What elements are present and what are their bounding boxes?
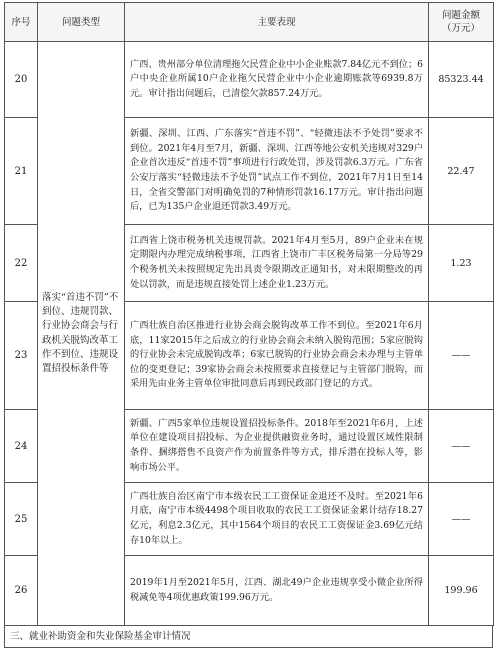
section-heading: 三、就业补助资金和失业保险基金审计情况 — [4, 625, 493, 648]
table-row — [5, 42, 494, 118]
header-amount — [429, 3, 494, 42]
row-amount: 199.96 — [429, 556, 494, 626]
row-desc: 新疆、广西5家单位违规设置招投标条件。2018年至2021年6月，上述单位在建设项目招投标、为企业提供融资业务时，通过设置区域性限制条件、捆绑搭售不良资产作为前置条件等方式，排斥潜在投标人等，影响市场公平。 — [125, 410, 429, 483]
row-no: 22 — [5, 225, 38, 302]
row-desc: 新疆、深圳、江西、广东落实“首违不罚”、“轻微违法不予处罚”要求不到位。2021年4月至7月，新疆、深圳、江西等地公安机关违规对329户企业首次违反“首违不罚”事项进行行政处罚，涉及罚款6.3万元。广东省公安厅落实“轻微违法不予处罚”试点工作不到位，2021年7月1日至14日，全省交警部门对明确免罚的7种情形罚款16.17万元。审计指出问题后，已为135户企业退还罚款3.49万元。 — [125, 118, 429, 225]
audit-table — [4, 2, 494, 626]
header-no: 序号 — [5, 3, 38, 42]
category-cell: 落实“首违不罚”不到位、违规罚款、行业协会商会与行政机关脱钩改革工作不到位、违规设置招投标条件等 — [38, 42, 125, 626]
row-amount: 22.47 — [429, 118, 494, 225]
row-amount: —— — [429, 302, 494, 410]
header-amount-line2: （万元） — [441, 23, 480, 34]
header-type: 问题类型 — [38, 3, 125, 42]
row-amount: —— — [429, 483, 494, 556]
row-desc: 广西壮族自治区推进行业协会商会脱钩改革工作不到位。至2021年6月底，11家2015年之后成立的行业协会商会未纳入脱钩范围；5家应脱钩的行业协会未完成脱钩改革；6家已脱钩的行业协会商会未办理与主管单位的变更登记；39家协会商会未按照要求直接登记与主管部门脱钩，而采用先由业务主管单位审批同意后再到民政部门登记的方式。 — [125, 302, 429, 410]
table-header-row — [5, 3, 494, 42]
row-amount: 85323.44 — [429, 42, 494, 118]
row-desc: 广西壮族自治区南宁市本级农民工工资保证金退还不及时。至2021年6月底，南宁市本级4498个项目收取的农民工工资保证金累计结存18.27亿元，利息2.3亿元，其中1564个项目的农民工工资保证金3.69亿元结存10年以上。 — [125, 483, 429, 556]
row-no: 23 — [5, 302, 38, 410]
row-desc: 广西、贵州部分单位清理拖欠民营企业中小企业账款7.84亿元不到位；6户中央企业所属10户企业拖欠民营企业中小企业逾期账款等6939.8万元。审计指出问题后，已清偿欠款857.24万元。 — [125, 42, 429, 118]
header-desc: 主要表现 — [125, 3, 429, 42]
row-amount: —— — [429, 410, 494, 483]
row-no: 25 — [5, 483, 38, 556]
row-amount: 1.23 — [429, 225, 494, 302]
row-no: 26 — [5, 556, 38, 626]
row-no: 20 — [5, 42, 38, 118]
header-amount-line1: 问题金额 — [441, 10, 480, 21]
row-desc: 2019年1月至2021年5月，江西、湖北49户企业违规享受小微企业所得税减免等4项优惠政策199.96万元。 — [125, 556, 429, 626]
row-no: 21 — [5, 118, 38, 225]
row-no: 24 — [5, 410, 38, 483]
row-desc: 江西省上饶市税务机关违规罚款。2021年4月至5月，89户企业未在规定期限内办理完成纳税事项，江西省上饶市广丰区税务局第一分局等29个税务机关未按照规定先出具责令限期改正通知书，对未限期整改的再处以罚款，而是违规直接处罚上述企业1.23万元。 — [125, 225, 429, 302]
